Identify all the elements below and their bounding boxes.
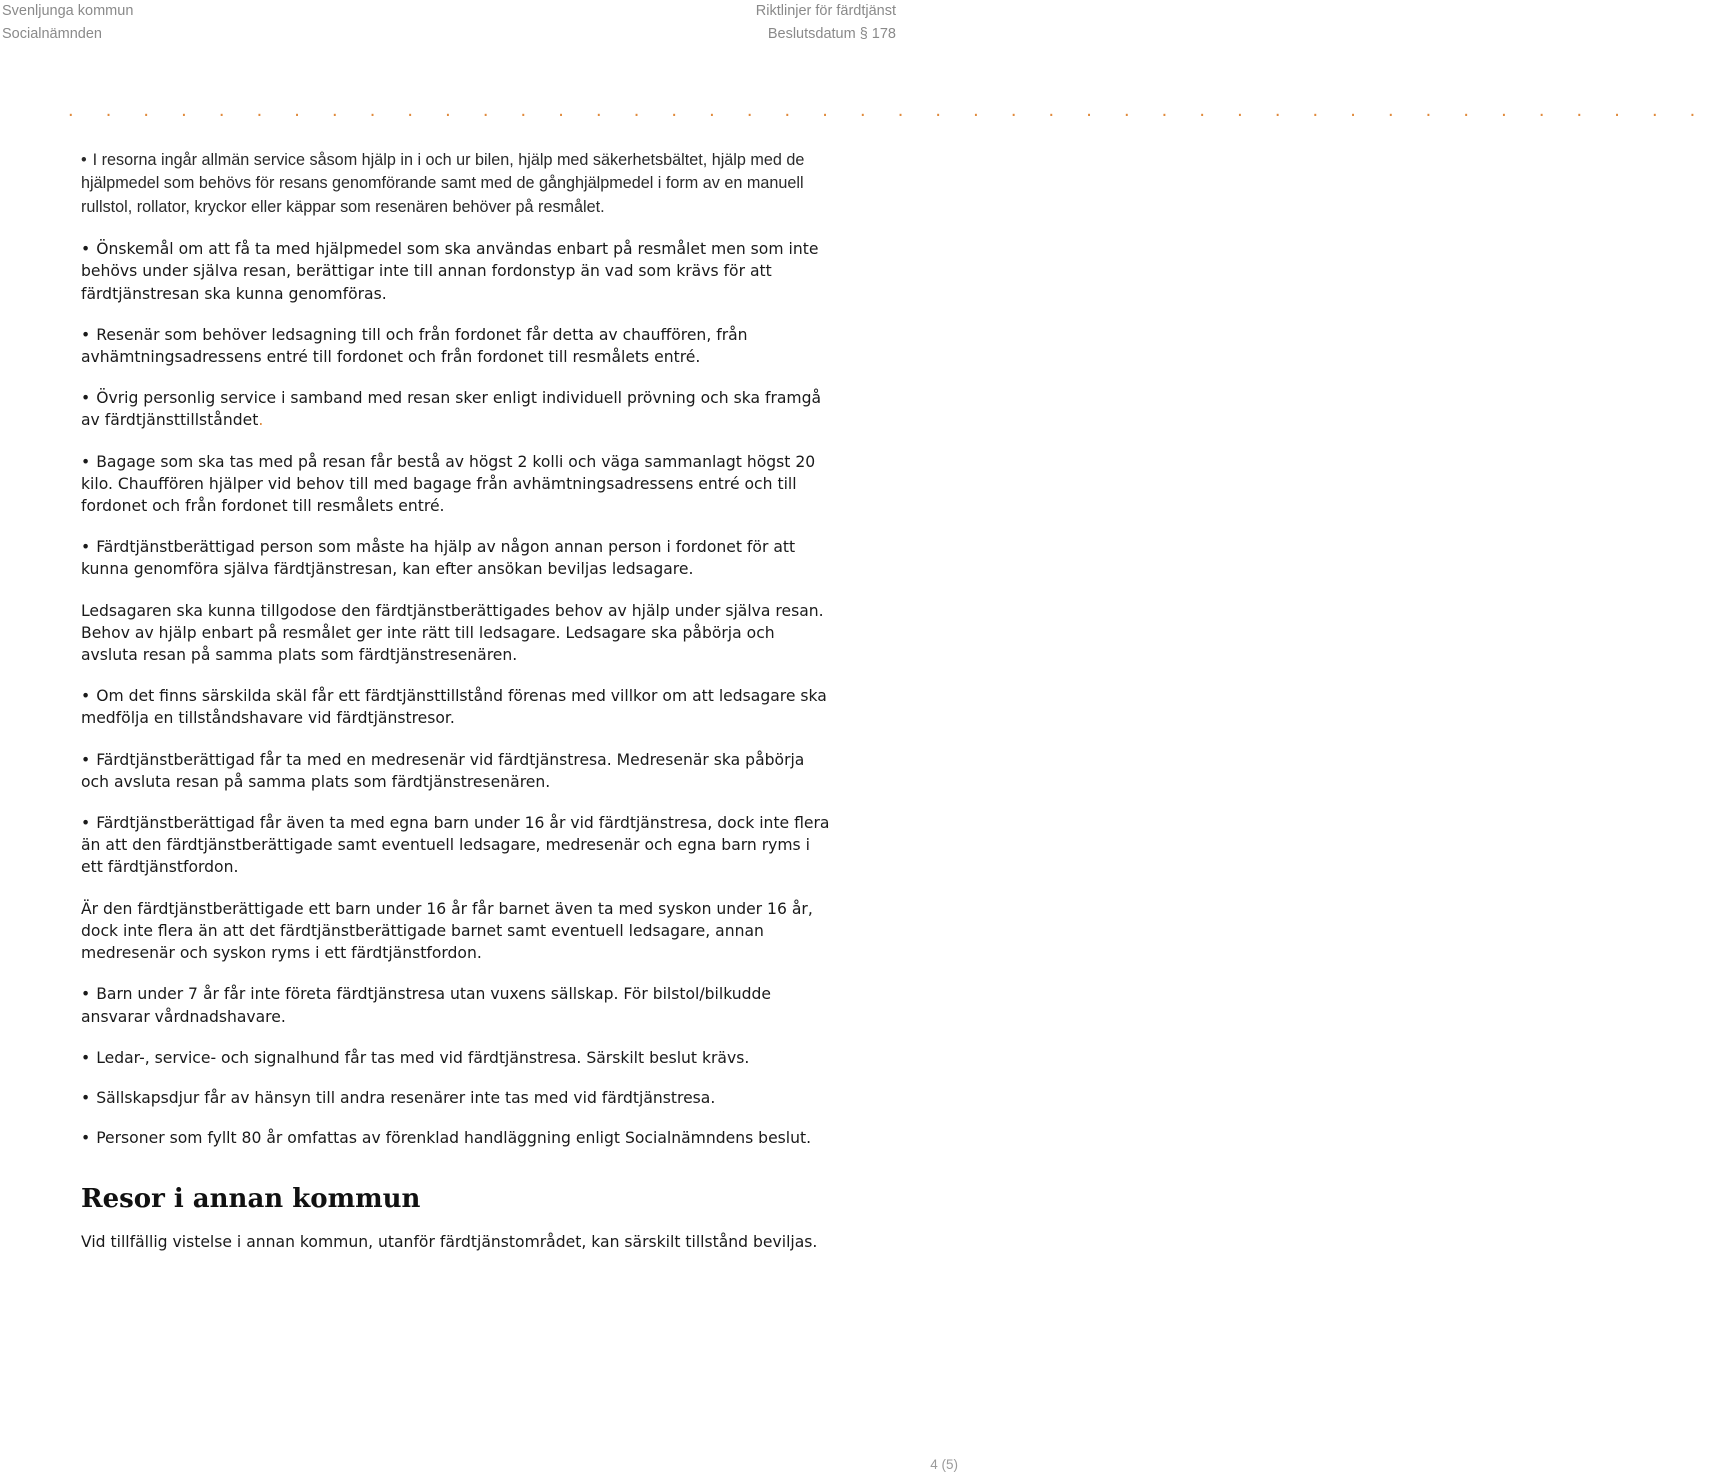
bullet-paragraph-fellow-traveller: • Färdtjänstberättigad får ta med en medresenär vid färdtjänstresa. Medresenär ska påbörja och avsluta resan på samma plats som färdtjänstresenären. bbox=[81, 750, 805, 791]
bullet-paragraph-companion: • Färdtjänstberättigad person som måste ha hjälp av någon annan person i fordonet för att kunna genomföra själva färdtjänstresan, kan efter ansökan beviljas ledsagare. bbox=[81, 538, 796, 579]
bullet-icon: • bbox=[81, 325, 91, 344]
bullet-paragraph-aids: • Önskemål om att få ta med hjälpmedel som ska användas enbart på resmålet men som inte behövs under själva resan, berättigar inte till annan fordonstyp än vad som krävs för att färdtjänstresan ska kunna genomföras. bbox=[81, 240, 819, 303]
organization-name: Svenljunga kommun bbox=[2, 3, 134, 19]
paragraph-siblings: Är den färdtjänstberättigade ett barn under 16 år får barnet även ta med syskon under 16 år, dock inte flera än att det färdtjänstberättigade barnet samt eventuell ledsagare, annan medresenär och syskon ryms i ett färdtjänstfordon. bbox=[81, 899, 813, 963]
bullet-icon: • bbox=[81, 687, 91, 706]
bullet-paragraph-luggage: • Bagage som ska tas med på resan får bestå av högst 2 kolli och väga sammanlagt högst 20 kilo. Chauffören hjälper vid behov till med bagage från avhämtningsadressens entré och till fordonet och från fordonet till resmålets entré. bbox=[81, 452, 816, 516]
orange-period: . bbox=[258, 411, 264, 430]
bullet-paragraph-escort: • Resenär som behöver ledsagning till och från fordonet får detta av chauffören, från avhämtningsadressens entré till fordonet och från fordonet till resmålets entré. bbox=[81, 325, 748, 367]
bullet-icon: • bbox=[81, 538, 91, 557]
bullet-icon: • bbox=[81, 750, 91, 769]
document-header-right bbox=[756, 0, 896, 46]
department-name: Socialnämnden bbox=[2, 26, 102, 42]
decision-reference: Beslutsdatum § 178 bbox=[767, 26, 896, 42]
bullet-icon: • bbox=[81, 1129, 91, 1148]
bullet-icon: • bbox=[81, 240, 91, 259]
section-paragraph: Vid tillfällig vistelse i annan kommun, utanför färdtjänstområdet, kan särskilt tillstånd beviljas. bbox=[81, 1233, 818, 1252]
bullet-paragraph-service-dogs: • Ledar-, service- och signalhund får tas med vid färdtjänstresa. Särskilt beslut krävs. bbox=[81, 1048, 750, 1067]
bullet-paragraph-conditions: • Om det finns särskilda skäl får ett färdtjänsttillstånd förenas med villkor om att ledsagare ska medfölja en tillståndshavare vid färdtjänstresor. bbox=[81, 687, 827, 728]
bullet-icon: • bbox=[81, 389, 91, 408]
bullet-paragraph-personal-service: • Övrig personlig service i samband med resan sker enligt individuell prövning och ska framgå av färdtjänsttillståndet. bbox=[81, 389, 822, 430]
bullet-paragraph-service: • I resorna ingår allmän service såsom hjälp in i och ur bilen, hjälp med säkerhetsbältet, hjälp med de hjälpmedel som behövs för resans genomförande samt med de gånghjälpmedel i form av en manuell rullstol, rollator, kryckor eller käppar som resenären behöver på resmålet. bbox=[81, 151, 805, 216]
bullet-icon: • bbox=[81, 452, 91, 471]
bullet-paragraph-seniors: • Personer som fyllt 80 år omfattas av förenklad handläggning enligt Socialnämndens beslut. bbox=[81, 1129, 812, 1148]
document-body bbox=[81, 149, 831, 1273]
section-heading: Resor i annan kommun bbox=[81, 1184, 421, 1215]
bullet-paragraph-children: • Färdtjänstberättigad får även ta med egna barn under 16 år vid färdtjänstresa, dock inte flera än att den färdtjänstberättigade samt eventuell ledsagare, medresenär och egna barn ryms i ett färdtjänstfordon. bbox=[81, 814, 830, 877]
bullet-paragraph-pets: • Sällskapsdjur får av hänsyn till andra resenärer inte tas med vid färdtjänstresa. bbox=[81, 1088, 716, 1107]
bullet-icon: • bbox=[81, 1048, 91, 1067]
page-number: 4 (5) bbox=[930, 1457, 958, 1472]
bullet-icon: • bbox=[81, 814, 91, 833]
document-header-left bbox=[2, 0, 133, 46]
bullet-paragraph-child-age: • Barn under 7 år får inte företa färdtjänstresa utan vuxens sällskap. För bilstol/bilkudde ansvarar vårdnadshavare. bbox=[81, 985, 772, 1026]
document-title: Riktlinjer för färdtjänst bbox=[755, 3, 896, 19]
dotted-separator: . . . . . . . . . . . . . . . . . . . . . . . . . . . . . . . . . . . . . . . . . . . . bbox=[68, 99, 1709, 121]
bullet-icon: • bbox=[81, 985, 91, 1004]
bullet-icon: • bbox=[81, 151, 87, 169]
bullet-icon: • bbox=[81, 1088, 91, 1107]
paragraph-companion-duties: Ledsagaren ska kunna tillgodose den färdtjänstberättigades behov av hjälp under själva resan. Behov av hjälp enbart på resmålet ger inte rätt till ledsagare. Ledsagare ska påbörja och avsluta resan på samma plats som färdtjänstresenären. bbox=[81, 601, 824, 665]
